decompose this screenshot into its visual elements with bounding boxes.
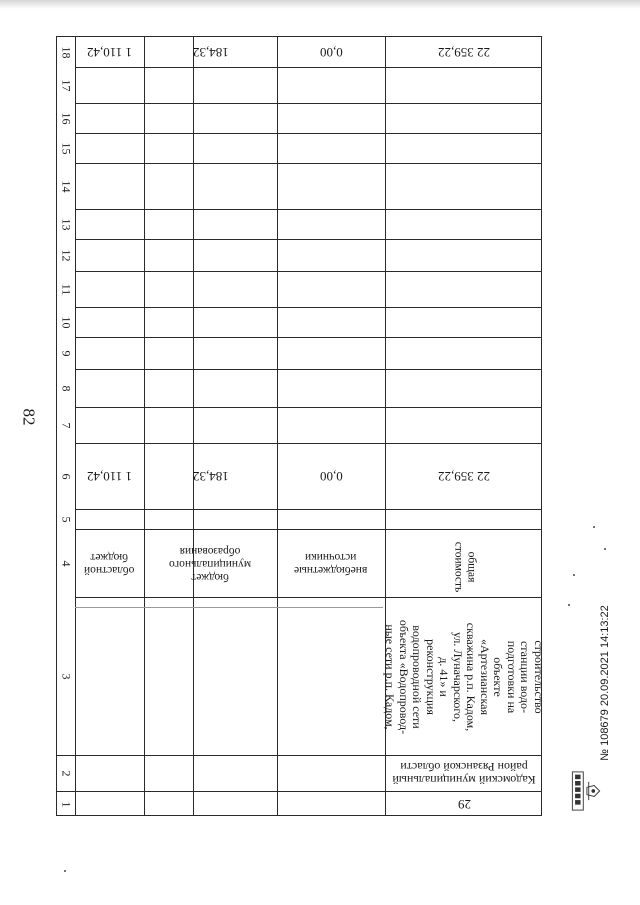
column-header-7: 7: [59, 422, 74, 428]
object-description: строительство станции водо- подготовки на объекте «Артезианская скважина р.п. Кадом, ул. Луначарского, д. 41» и реконструкция водопроводной сети объекта «Водопровод- ные сети р.п. Кадом,: [383, 619, 546, 735]
column-header-3: 3: [59, 673, 74, 679]
column-header-15: 15: [59, 142, 74, 154]
column-header-11: 11: [59, 283, 74, 295]
source-municipal-label: бюджет муниципального образования: [169, 544, 252, 583]
scan-speck: [568, 604, 570, 606]
table-row-divider: [75, 369, 541, 370]
source-extrabudget-label: внебюджетные источники: [294, 551, 368, 576]
column-header-9: 9: [59, 350, 74, 356]
municipality-name: Кадомский муниципальный район Рязанской области: [392, 760, 536, 787]
table-row-divider: [75, 239, 541, 240]
table-col-divider: [193, 37, 194, 815]
scan-speck: [593, 526, 595, 528]
table-row-divider: [75, 607, 383, 608]
value-total-col18: 22 359,22: [438, 45, 490, 60]
column-header-5: 5: [59, 516, 74, 522]
table-row-divider: [75, 337, 541, 338]
table-row-divider: [75, 133, 541, 134]
value-extrabudget-col18: 0,00: [319, 45, 343, 60]
column-header-18: 18: [59, 46, 74, 58]
value-extrabudget-col6: 0,00: [319, 469, 343, 484]
scan-speck: [64, 870, 66, 872]
table-row-divider: [75, 163, 541, 164]
column-header-16: 16: [59, 112, 74, 124]
column-header-1: 1: [59, 801, 74, 807]
column-header-12: 12: [59, 249, 74, 261]
table-row-divider: [75, 67, 541, 68]
column-header-17: 17: [59, 79, 74, 91]
budget-table: [56, 36, 546, 816]
scan-top-edge: [0, 0, 640, 9]
value-oblast-col6: 1 110,42: [86, 469, 133, 484]
column-header-6: 6: [59, 473, 74, 479]
column-header-8: 8: [59, 385, 74, 391]
table-row-divider: [75, 509, 541, 510]
value-total-col6: 22 359,22: [438, 469, 490, 484]
table-row-divider: [75, 307, 541, 308]
table-col-divider: [144, 37, 145, 815]
table-col-divider: [75, 37, 76, 815]
page-number: 82: [19, 408, 38, 426]
value-oblast-col18: 1 110,42: [86, 45, 133, 60]
value-municipal-col18: 184,32: [192, 45, 229, 60]
column-header-14: 14: [59, 180, 74, 192]
table-col-divider: [277, 37, 278, 815]
document-registration-stamp: № 108679 20.09.2021 14:13:22: [599, 605, 612, 761]
column-header-10: 10: [59, 316, 74, 328]
value-municipal-col6: 184,32: [192, 469, 229, 484]
table-row-divider: [75, 407, 541, 408]
table-row-divider: [75, 103, 541, 104]
column-header-4: 4: [59, 560, 74, 566]
column-header-13: 13: [59, 218, 74, 230]
source-total-label: общая стоимость: [451, 541, 477, 593]
scan-speck: [604, 548, 606, 550]
column-header-2: 2: [59, 770, 74, 776]
source-oblast-label: областной бюджет: [84, 551, 135, 576]
table-row-divider: [75, 209, 541, 210]
row-number: 29: [457, 797, 471, 812]
registry-stamp-icon: [566, 768, 606, 814]
scan-speck: [573, 574, 575, 576]
table-row-divider: [75, 271, 541, 272]
